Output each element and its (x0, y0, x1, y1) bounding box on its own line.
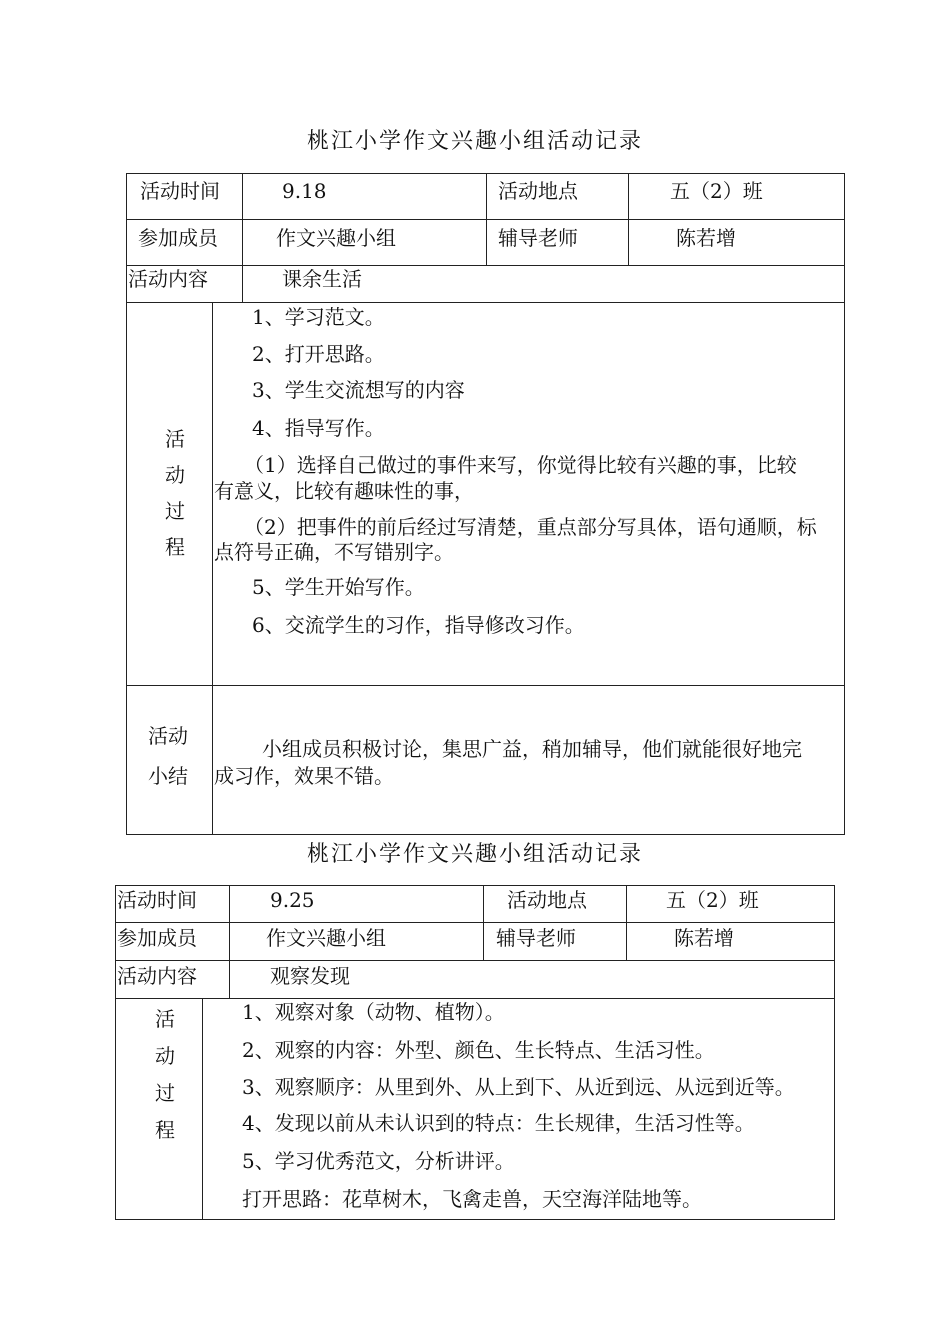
process-item: 5、学习优秀范文，分析讲评。 (242, 1149, 515, 1173)
content-value: 观察发现 (270, 964, 350, 988)
table1-row-divider (126, 685, 845, 686)
process-subitem: 点符号正确，不写错别字。 (214, 540, 454, 564)
place-label: 活动地点 (507, 888, 587, 912)
process-label-char: 活 (155, 1007, 175, 1031)
summary-text: 小组成员积极讨论，集思广益，稍加辅导，他们就能很好地完 (262, 737, 802, 761)
table2-col-divider (229, 885, 230, 998)
content-value: 课余生活 (282, 267, 362, 291)
process-label-char: 过 (155, 1081, 175, 1105)
process-label-char: 程 (155, 1118, 175, 1142)
members-value: 作文兴趣小组 (276, 226, 396, 250)
process-label-char: 程 (165, 535, 185, 559)
summary-label: 小结 (148, 764, 188, 788)
process-subitem: 有意义，比较有趣味性的事， (214, 479, 474, 503)
process-label (160, 421, 190, 565)
process-subitem: （2）把事件的前后经过写清楚，重点部分写具体，语句通顺，标 (244, 515, 817, 539)
process-label-char: 动 (155, 1044, 175, 1068)
members-label: 参加成员 (117, 926, 197, 950)
table2-border (834, 885, 835, 1219)
content-label: 活动内容 (128, 267, 208, 291)
process-item: 3、观察顺序：从里到外、从上到下、从近到远、从远到近等。 (242, 1075, 795, 1099)
table2-row-divider (115, 960, 835, 961)
time-label: 活动时间 (140, 179, 220, 203)
table2-col-divider (202, 998, 203, 1219)
summary-label: 活动 (148, 724, 188, 748)
content-label: 活动内容 (117, 964, 197, 988)
teacher-label: 辅导老师 (496, 926, 576, 950)
process-item: 5、学生开始写作。 (252, 575, 425, 599)
table2-col-divider (626, 885, 627, 960)
teacher-value: 陈若增 (674, 926, 734, 950)
process-item: 3、学生交流想写的内容 (252, 378, 465, 402)
members-value: 作文兴趣小组 (266, 926, 386, 950)
process-item: 1、学习范文。 (252, 305, 385, 329)
process-item: 2、打开思路。 (252, 342, 385, 366)
table1-col-divider (242, 173, 243, 302)
table1-col-divider (212, 302, 213, 834)
process-label-char: 过 (165, 499, 185, 523)
process-label (150, 1001, 180, 1149)
table2-border (115, 1219, 835, 1220)
time-value: 9.18 (282, 179, 327, 203)
place-value: 五（2）班 (670, 179, 763, 203)
table1-border (126, 834, 845, 835)
table2-border (115, 885, 835, 886)
record2-title: 桃江小学作文兴趣小组活动记录 (306, 842, 643, 867)
process-item: 2、观察的内容：外型、颜色、生长特点、生活习性。 (242, 1038, 715, 1062)
process-item: 打开思路：花草树木，飞禽走兽，天空海洋陆地等。 (242, 1187, 702, 1211)
process-subitem: （1）选择自己做过的事件来写，你觉得比较有兴趣的事，比较 (244, 453, 797, 477)
table1-col-divider (486, 173, 487, 265)
record1-title: 桃江小学作文兴趣小组活动记录 (306, 129, 643, 154)
table1-row-divider (126, 265, 845, 266)
table2-border (115, 885, 116, 1219)
table1-border (844, 173, 845, 834)
place-label: 活动地点 (498, 179, 578, 203)
process-label-char: 动 (165, 463, 185, 487)
process-item: 4、指导写作。 (252, 416, 385, 440)
table2-row-divider (115, 998, 835, 999)
table2-row-divider (115, 922, 835, 923)
process-item: 6、交流学生的习作，指导修改习作。 (252, 613, 585, 637)
table2-col-divider (483, 885, 484, 960)
members-label: 参加成员 (138, 226, 218, 250)
table1-col-divider (628, 173, 629, 265)
process-item: 4、发现以前从未认识到的特点：生长规律，生活习性等。 (242, 1111, 755, 1135)
teacher-value: 陈若增 (676, 226, 736, 250)
place-value: 五（2）班 (666, 888, 759, 912)
time-value: 9.25 (270, 888, 315, 912)
time-label: 活动时间 (117, 888, 197, 912)
summary-text: 成习作，效果不错。 (214, 764, 394, 788)
process-label-char: 活 (165, 427, 185, 451)
table1-row-divider (126, 302, 845, 303)
teacher-label: 辅导老师 (498, 226, 578, 250)
table1-border (126, 173, 127, 834)
process-item: 1、观察对象（动物、植物）。 (242, 1000, 505, 1024)
